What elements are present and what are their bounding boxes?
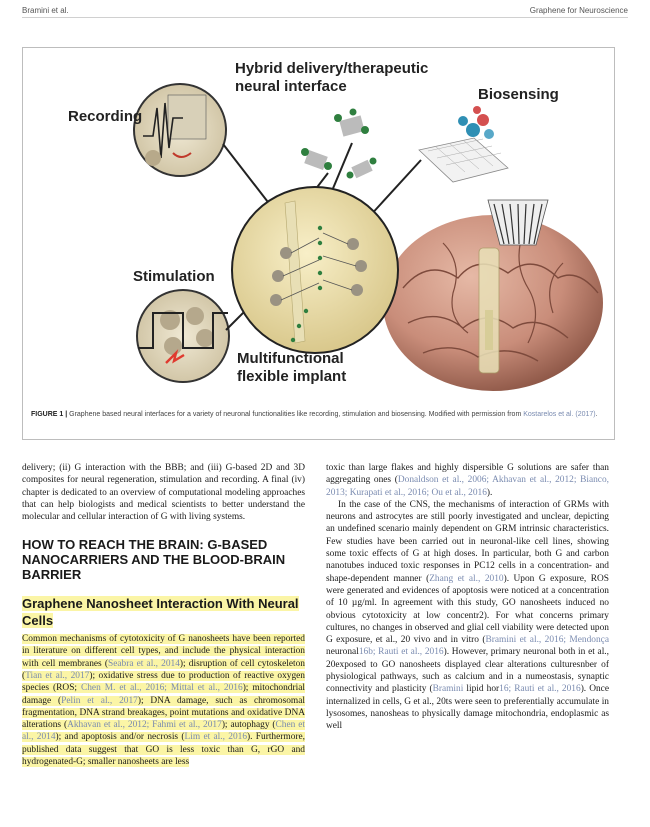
sub-heading-wrap xyxy=(22,596,305,629)
caption-citation[interactable]: Kostarelos et al. (2017) xyxy=(523,411,596,418)
text-run: as to physically damage mitochondria, endoplasmic as well xyxy=(326,708,610,732)
citation-link[interactable]: 16; Rauti et al., 2016 xyxy=(499,684,581,695)
biosensing-graphene xyxy=(419,106,508,182)
text-run: 2). For what concerns primary cultures, no changes in observed xyxy=(326,610,609,633)
citation-link[interactable]: Tian et al., 2017 xyxy=(25,670,90,681)
figure-caption xyxy=(31,410,604,420)
text-run: exposed to GO nanosheets displayed clear alterations cultures xyxy=(335,659,581,670)
nanoparticles xyxy=(301,109,377,179)
text-run: ). However, primary neuronal both in xyxy=(443,647,586,658)
text-run: ); disruption of cell cytoskeleton ( xyxy=(22,658,305,681)
text-run: Common mechanisms of cytotoxicity of G nanosheets have been reported in literature on different cell types, and include the physical interaction with cell membranes ( xyxy=(22,634,305,669)
citation-link[interactable]: Donaldson et al., 2006; Akhavan et al., 2012; Bianco, 2013; Kurapati et al., 2016; Ou et al., 2016 xyxy=(326,475,610,498)
text-run: vivo and in vitro ( xyxy=(410,635,486,646)
stimulation-inset xyxy=(137,290,229,382)
label-implant-line1: Multifunctional xyxy=(237,350,344,367)
label-implant-line2: flexible implant xyxy=(237,367,347,385)
citation-link[interactable]: Seabra et al., 2014 xyxy=(107,658,180,669)
figure-1 xyxy=(22,47,615,440)
caption-text: Graphene based neural interfaces for a variety of neuronal functionalities like recording, stimulation and biosensing. Modified with permission from xyxy=(69,411,522,418)
cytotoxicity-paragraph xyxy=(22,633,305,768)
cns-paragraph xyxy=(326,499,609,733)
citation-link[interactable]: Pelin et al., 2017 xyxy=(61,695,138,706)
text-run: meostasis, synaptic connectivity and plasticity ( xyxy=(326,672,610,695)
text-run: ); mitochondrial damage ( xyxy=(22,683,305,706)
text-run: toxic than large flakes and highly dispersible G solutions are safer than aggregating ones ( xyxy=(326,463,609,486)
citation-link[interactable]: Zhang et al., 2010 xyxy=(429,573,504,584)
text-run: ); DNA damage, such as chromosomal fragmentation, DNA strand breakages, point mutations and oxidative DNA alterations ( xyxy=(22,695,305,731)
text-run: ts were seen to preferentially accumulate in lysosomes, nanoshe xyxy=(326,696,609,719)
label-implant xyxy=(237,350,346,385)
text-run: neuronal xyxy=(326,647,359,658)
text-run: ); oxidative stress due to production of reactive oxygen species (ROS; xyxy=(22,670,305,694)
brain-illustration xyxy=(383,215,603,391)
header-rule xyxy=(22,17,628,18)
citation-link[interactable]: 16b; Rauti et al., 2016 xyxy=(358,647,444,658)
right-column xyxy=(326,462,609,733)
text-run: In the case of the CNS, the mechanisms of interaction of GRMs with neurons and astrocytes are still poorly investigated and unclear, depicting an undefined scenario mainly dependent on GRM intrinsic characteristics. Few studies have been carried out in neuronal-like cell lines, showing some toxic effects of G at high doses. In particular, both G and carbon nanotubes induced toxic responses in PC12 cells in a concentration- and shape-dependent manner ( xyxy=(326,499,609,584)
label-hybrid-line1: Hybrid delivery/therapeutic xyxy=(235,60,429,77)
text-run: ). Furthermore, published data suggest that GO is less toxic than G, rGO and hydrogenated-G; smaller nanosheets are less xyxy=(22,732,306,768)
text-run: ). xyxy=(486,487,493,498)
caption-end: . xyxy=(595,411,598,418)
running-header-authors: Bramini et al. xyxy=(22,6,69,15)
label-recording: Recording xyxy=(68,108,143,125)
toxicity-paragraph-end xyxy=(326,462,609,499)
citation-link[interactable]: Lim et al., 2016 xyxy=(184,732,248,743)
text-run: ); and apoptosis and/or necrosis ( xyxy=(55,732,185,743)
citation-link[interactable]: Chen M. et al., 2016; Mittal et al., 2016 xyxy=(80,683,243,694)
recording-inset xyxy=(134,84,226,176)
intro-paragraph: delivery; (ii) G interaction with the BBB; and (iii) G-based 2D and 3D composites for neural regeneration, stimulation and recording. A final (iv) chapter is dedicated to an overview of computational modeling approaches that can help biologists and medical scientists to better understand the molecular and cellular interaction of G with living systems. xyxy=(22,463,305,523)
left-column xyxy=(22,462,305,768)
citation-link[interactable]: Akhavan et al., 2012; Fahmi et al., 2017 xyxy=(67,720,222,731)
label-biosensing: Biosensing xyxy=(478,86,559,103)
citation-link[interactable]: Bramini xyxy=(432,684,464,695)
text-run: ). Once internalized in cells, G et al., 20 xyxy=(326,684,610,707)
citation-link[interactable]: Chen et al., 2014 xyxy=(22,720,305,743)
text-run: ). Upon G exposure, ROS were generated and evidences of apoptosis were noticed at a concentration of 10 µg/ml. In agreement with this study, GO nanosheets induced no obvious cytotoxicity at low concentr xyxy=(326,573,610,621)
running-header-journal: Graphene for Neuroscience xyxy=(529,6,628,15)
label-hybrid-line2: neural interface xyxy=(235,77,347,95)
text-run: and glial cell viability were detected upon G exposure, et al., 20 xyxy=(326,622,609,646)
text-run: nber of physiological pathways, such as calcium and in a nu xyxy=(326,659,609,683)
magnified-implant-lens xyxy=(232,187,398,353)
text-run: ); autophagy ( xyxy=(221,720,276,731)
sub-heading: Graphene Nanosheet Interaction With Neural Cells xyxy=(22,596,299,628)
section-heading: HOW TO REACH THE BRAIN: G-BASED NANOCARRIERS AND THE BLOOD-BRAIN BARRIER xyxy=(22,537,286,583)
citation-link[interactable]: Bramini et al., 2016; Mendonça xyxy=(485,635,609,646)
label-hybrid-interface xyxy=(235,60,428,95)
caption-label: FIGURE 1 | xyxy=(31,411,68,418)
text-run: et al., 20 xyxy=(326,647,609,670)
label-stimulation: Stimulation xyxy=(133,268,215,285)
text-run: lipid hor xyxy=(463,684,500,695)
